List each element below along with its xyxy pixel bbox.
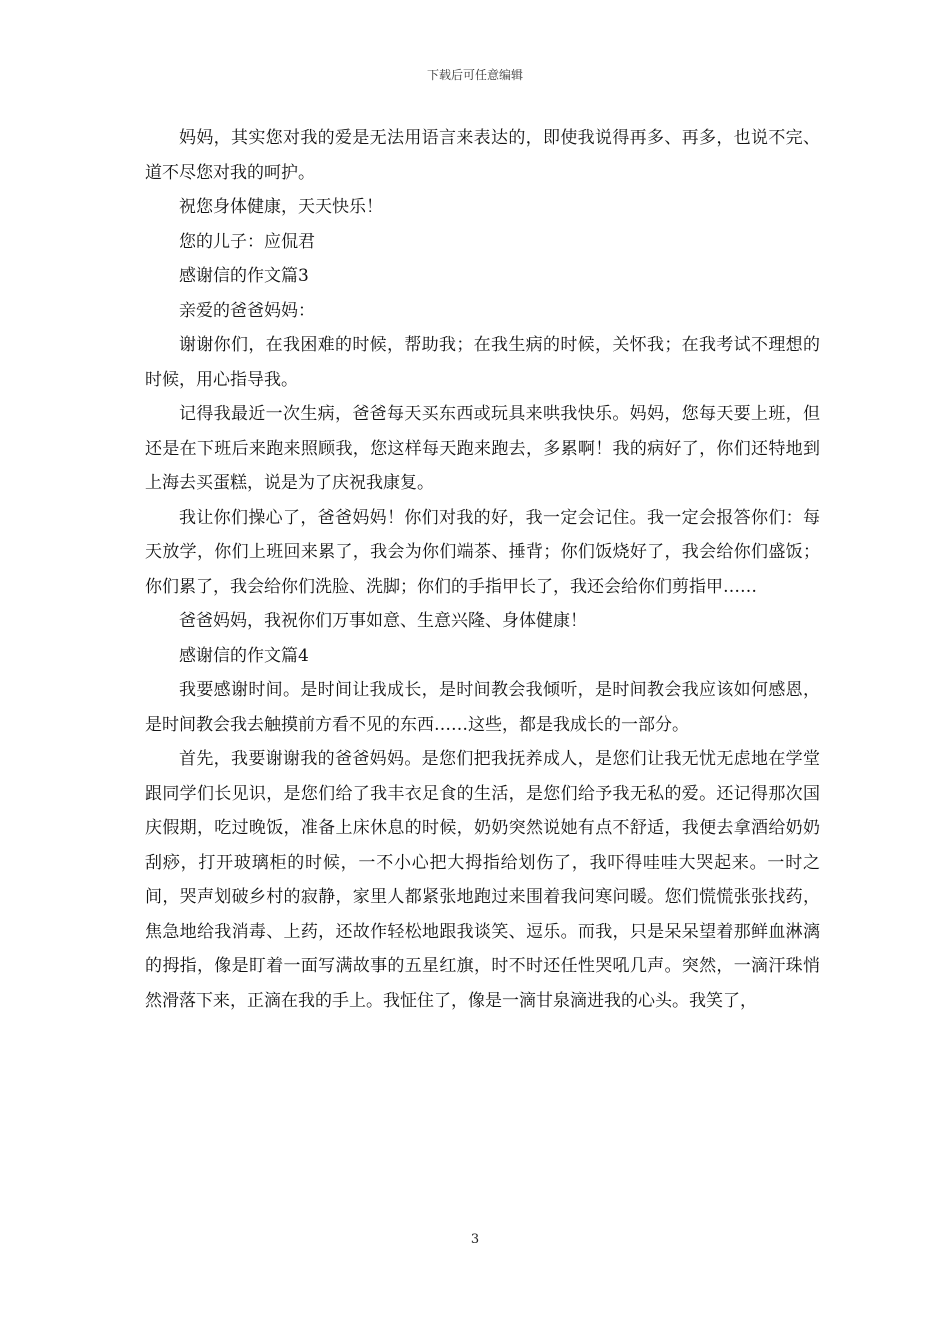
paragraph-12: 首先，我要谢谢我的爸爸妈妈。是您们把我抚养成人，是您们让我无忧无虑地在学堂跟同学们长见识，是您们给了我丰衣足食的生活，是您们给予我无私的爱。还记得那次国庆假期，吃过晚饭，准备上床休息的时候，奶奶突然说她有点不舒适，我便去拿酒给奶奶刮痧，打开玻璃柜的时候，一不小心把大拇指给划伤了，我吓得哇哇大哭起来。一时之间，哭声划破乡村的寂静，家里人都紧张地跑过来围着我问寒问暖。您们慌慌张张找药，焦急地给我消毒、上药，还故作轻松地跟我谈笑、逗乐。而我，只是呆呆望着那鲜血淋漓的拇指，像是盯着一面写满故事的五星红旗，时不时还任性哭吼几声。突然，一滴汗珠悄然滑落下来，正滴在我的手上。我怔住了，像是一滴甘泉滴进我的心头。我笑了， [145,749,820,1011]
paragraph-7: 记得我最近一次生病，爸爸每天买东西或玩具来哄我快乐。妈妈，您每天要上班，但还是在下班后来跑来照顾我，您这样每天跑来跑去，多累啊！我的病好了，你们还特地到上海去买蛋糕，说是为了庆祝我康复。 [145,404,820,493]
paragraph-11: 我要感谢时间。是时间让我成长，是时间教会我倾听，是时间教会我应该如何感恩，是时间教会我去触摸前方看不见的东西……这些，都是我成长的一部分。 [145,680,820,735]
page-number: 3 [470,1232,480,1247]
paragraph-1: 妈妈，其实您对我的爱是无法用语言来表达的，即使我说得再多、再多，也说不完、道不尽您对我的呵护。 [145,128,820,183]
paragraph-3: 您的儿子：应侃君 [179,231,315,252]
document-body [145,121,820,1018]
section-heading-4: 感谢信的作文篇4 [179,645,309,666]
page-header: 下载后可任意编辑 [426,68,523,82]
section-heading-3: 感谢信的作文篇3 [179,266,309,286]
salutation: 亲爱的爸爸妈妈： [179,300,315,321]
paragraph-8: 我让你们操心了，爸爸妈妈！你们对我的好，我一定会记住。我一定会报答你们：每天放学，你们上班回来累了，我会为你们端茶、捶背；你们饭烧好了，我会给你们盛饭；你们累了，我会给你们洗脸、洗脚；你们的手指甲长了，我还会给你们剪指甲…… [145,507,820,597]
paragraph-6: 谢谢你们，在我困难的时候，帮助我；在我生病的时候，关怀我；在我考试不理想的时候，用心指导我。 [145,335,820,390]
paragraph-9: 爸爸妈妈，我祝你们万事如意、生意兴隆、身体健康！ [179,611,587,631]
paragraph-2: 祝您身体健康，天天快乐！ [179,197,383,217]
